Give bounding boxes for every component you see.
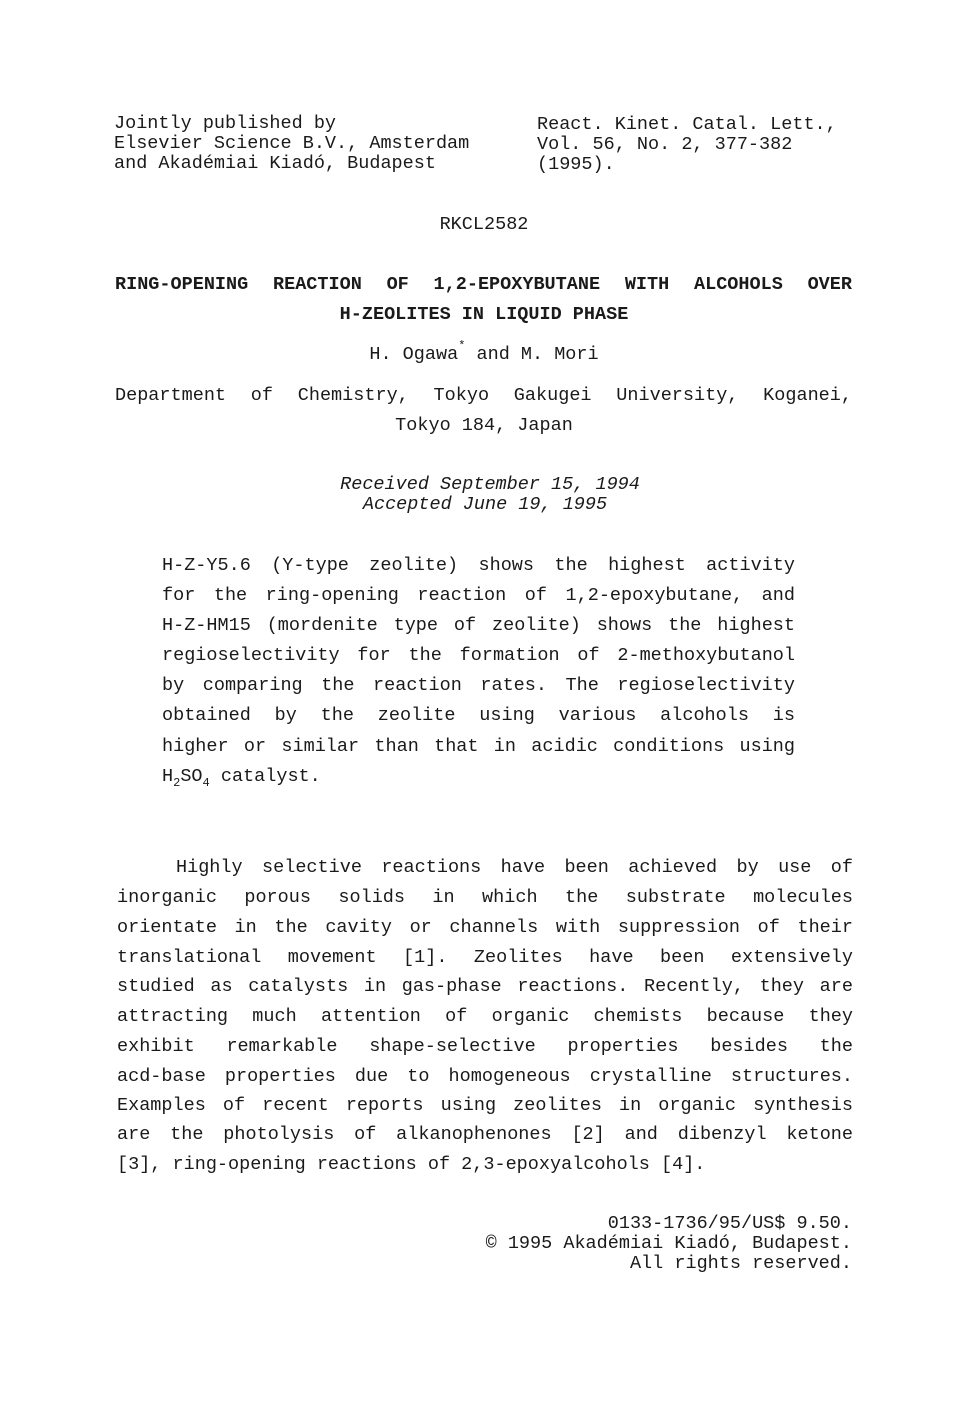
body-line: Highly selective reactions have been achieved by use of (176, 857, 853, 878)
received-date: Received September 15, 1994 (340, 474, 640, 495)
publisher-line-1: Jointly published by (114, 113, 337, 134)
journal-line-3: (1995). (537, 154, 615, 175)
affiliation-line-2: Tokyo 184, Japan (395, 415, 573, 436)
authors (0, 339, 968, 366)
body-line: acd-base properties due to homogeneous crystalline structures. (117, 1066, 853, 1087)
formula-sub-4: 4 (202, 776, 210, 790)
formula-so: SO (180, 766, 203, 787)
abstract-last-text: catalyst. (209, 766, 321, 787)
formula-h: H (162, 766, 174, 787)
body-line: inorganic porous solids in which the substrate molecules (117, 887, 853, 908)
author-2: and M. Mori (465, 344, 599, 365)
abstract-line: by comparing the reaction rates. The regioselectivity (162, 675, 795, 696)
abstract-line: for the ring-opening reaction of 1,2-epoxybutane, and (162, 585, 795, 606)
abstract-line: H-Z-Y5.6 (Y-type zeolite) shows the highest activity (162, 555, 795, 576)
body-line: Examples of recent reports using zeolites in organic synthesis (117, 1095, 853, 1116)
publisher-line-2: Elsevier Science B.V., Amsterdam (114, 133, 470, 154)
rights-reserved: All rights reserved. (629, 1253, 852, 1274)
publisher-line-3: and Akadémiai Kiadó, Budapest (114, 153, 436, 174)
affiliation-line-1: Department of Chemistry, Tokyo Gakugei University, Koganei, (115, 385, 852, 406)
issn-price: 0133-1736/95/US$ 9.50. (607, 1213, 852, 1234)
body-last-line: [3], ring-opening reactions of 2,3-epoxyalcohols [4]. (117, 1154, 706, 1175)
title-line-2: H-ZEOLITES IN LIQUID PHASE (339, 304, 629, 325)
abstract-line: obtained by the zeolite using various alcohols is (162, 705, 795, 726)
body-line: exhibit remarkable shape-selective properties besides the (117, 1036, 853, 1057)
body-line: translational movement [1]. Zeolites have been extensively (117, 947, 853, 968)
body-line: orientate in the cavity or channels with suppression of their (117, 917, 853, 938)
abstract-last-line (162, 767, 321, 793)
formula-sub-2: 2 (173, 776, 181, 790)
journal-line-2: Vol. 56, No. 2, 377-382 (537, 134, 793, 155)
abstract-line: regioselectivity for the formation of 2-methoxybutanol (162, 645, 795, 666)
body-line: attracting much attention of organic chemists because they (117, 1006, 853, 1027)
title-line-1: RING-OPENING REACTION OF 1,2-EPOXYBUTANE WITH ALCOHOLS OVER (115, 274, 852, 295)
abstract-line: H-Z-HM15 (mordenite type of zeolite) shows the highest (162, 615, 795, 636)
article-code: RKCL2582 (439, 214, 529, 235)
author-1: H. Ogawa (369, 344, 459, 365)
body-line: studied as catalysts in gas-phase reactions. Recently, they are (117, 976, 853, 997)
accepted-date: Accepted June 19, 1995 (362, 494, 608, 515)
journal-line-1: React. Kinet. Catal. Lett., (537, 114, 837, 135)
abstract-line: higher or similar than that in acidic conditions using (162, 736, 795, 757)
body-line: are the photolysis of alkanophenones [2] and dibenzyl ketone (117, 1124, 853, 1145)
corresponding-star: * (458, 339, 466, 353)
copyright: © 1995 Akadémiai Kiadó, Budapest. (485, 1233, 852, 1254)
